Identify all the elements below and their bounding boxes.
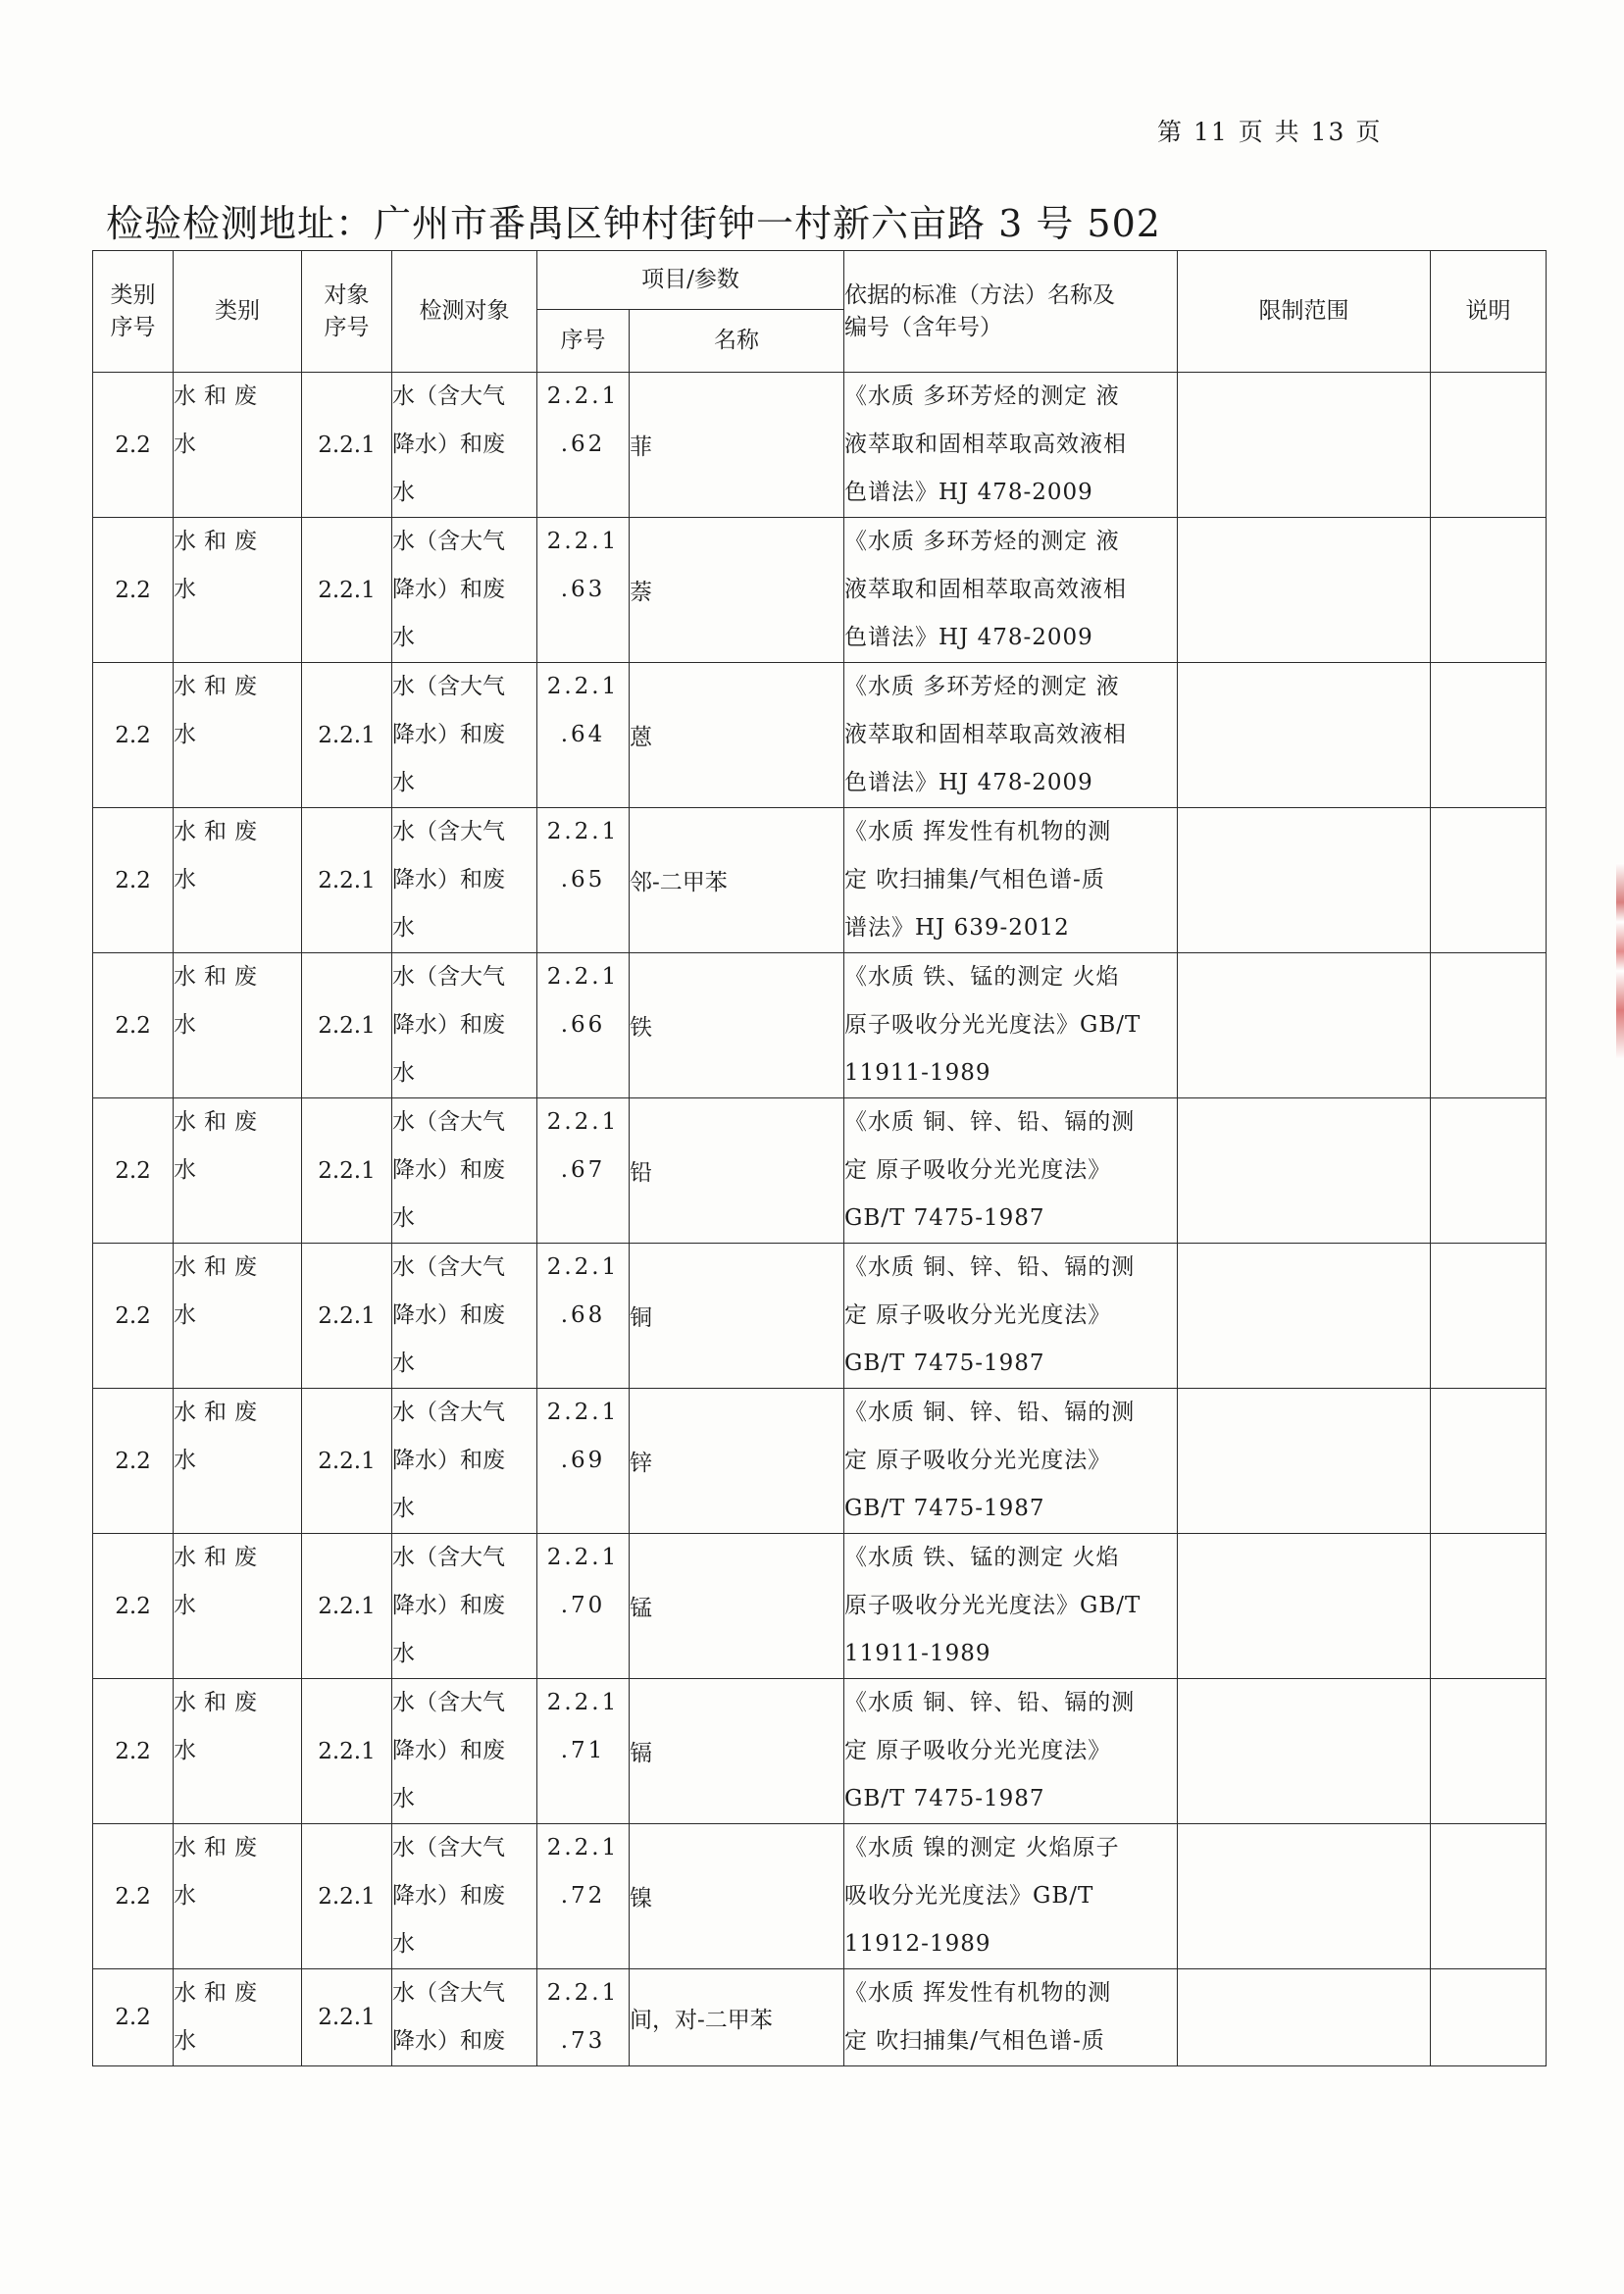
cell-object-no: 2.2.1 [302, 373, 392, 518]
cell-category-no: 2.2 [93, 1969, 174, 2066]
cell-object-no: 2.2.1 [302, 808, 392, 953]
cell-item-no: 2.2.1 .64 [537, 663, 630, 808]
cell-standard: 《水质 多环芳烃的测定 液 液萃取和固相萃取高效液相 色谱法》HJ 478-2009 [844, 663, 1178, 808]
cell-item-no: 2.2.1 .66 [537, 953, 630, 1098]
red-stamp-edge [1616, 863, 1624, 1059]
cell-category: 水和废 水 [174, 1969, 302, 2066]
cell-item-no: 2.2.1 .71 [537, 1679, 630, 1824]
cell-note [1431, 1679, 1547, 1824]
cell-category: 水和废 水 [174, 1389, 302, 1534]
cell-item-name: 菲 [630, 373, 844, 518]
cell-item-no: 2.2.1 .69 [537, 1389, 630, 1534]
header-category: 类别 [174, 251, 302, 373]
header-item-no: 序号 [537, 310, 630, 373]
cell-note [1431, 518, 1547, 663]
table-row [93, 1969, 1547, 2066]
cell-object: 水（含大气 降水）和废 水 [392, 1824, 537, 1969]
header-limit: 限制范围 [1178, 251, 1431, 373]
cell-category: 水和废 水 [174, 1679, 302, 1824]
cell-object-no: 2.2.1 [302, 1969, 392, 2066]
cell-object: 水（含大气 降水）和废 水 [392, 808, 537, 953]
table-row [93, 1679, 1547, 1824]
page-number: 第 11 页 共 13 页 [1157, 118, 1383, 146]
cell-object-no: 2.2.1 [302, 1098, 392, 1244]
cell-note [1431, 1098, 1547, 1244]
cell-category: 水和废 水 [174, 1534, 302, 1679]
table-row [93, 953, 1547, 1098]
cell-object-no: 2.2.1 [302, 953, 392, 1098]
cell-limit [1178, 1969, 1431, 2066]
cell-item-name: 间，对-二甲苯 [630, 1969, 844, 2066]
cell-note [1431, 1534, 1547, 1679]
header-category-no: 类别 序号 [93, 251, 174, 373]
cell-item-no: 2.2.1 .70 [537, 1534, 630, 1679]
cell-standard: 《水质 铜、锌、铅、镉的测 定 原子吸收分光光度法》 GB/T 7475-1987 [844, 1389, 1178, 1534]
cell-object: 水（含大气 降水）和废 水 [392, 663, 537, 808]
cell-item-no: 2.2.1 .62 [537, 373, 630, 518]
header-item-group: 项目/参数 [537, 251, 844, 310]
cell-standard: 《水质 挥发性有机物的测 定 吹扫捕集/气相色谱-质 [844, 1969, 1178, 2066]
cell-item-name: 锌 [630, 1389, 844, 1534]
header-standard: 依据的标准（方法）名称及 编号（含年号） [844, 251, 1178, 373]
cell-object: 水（含大气 降水）和废 水 [392, 1679, 537, 1824]
cell-standard: 《水质 多环芳烃的测定 液 液萃取和固相萃取高效液相 色谱法》HJ 478-2009 [844, 518, 1178, 663]
cell-category-no: 2.2 [93, 1824, 174, 1969]
cell-object: 水（含大气 降水）和废 [392, 1969, 537, 2066]
cell-standard: 《水质 挥发性有机物的测 定 吹扫捕集/气相色谱-质 谱法》HJ 639-2012 [844, 808, 1178, 953]
cell-category: 水和废 水 [174, 1244, 302, 1389]
cell-category: 水和废 水 [174, 1098, 302, 1244]
cell-limit [1178, 663, 1431, 808]
cell-limit [1178, 1824, 1431, 1969]
cell-category-no: 2.2 [93, 518, 174, 663]
header-object: 检测对象 [392, 251, 537, 373]
cell-note [1431, 663, 1547, 808]
cell-category-no: 2.2 [93, 373, 174, 518]
table-row [93, 373, 1547, 518]
cell-object-no: 2.2.1 [302, 663, 392, 808]
cell-standard: 《水质 铁、锰的测定 火焰 原子吸收分光光度法》GB/T 11911-1989 [844, 953, 1178, 1098]
header-item-name: 名称 [630, 310, 844, 373]
cell-standard: 《水质 铁、锰的测定 火焰 原子吸收分光光度法》GB/T 11911-1989 [844, 1534, 1178, 1679]
cell-item-name: 铁 [630, 953, 844, 1098]
cell-object: 水（含大气 降水）和废 水 [392, 1534, 537, 1679]
cell-limit [1178, 1244, 1431, 1389]
cell-category: 水和废 水 [174, 1824, 302, 1969]
cell-object: 水（含大气 降水）和废 水 [392, 1244, 537, 1389]
cell-item-name: 蒽 [630, 663, 844, 808]
cell-limit [1178, 1389, 1431, 1534]
cell-standard: 《水质 铜、锌、铅、镉的测 定 原子吸收分光光度法》 GB/T 7475-1987 [844, 1244, 1178, 1389]
cell-item-name: 锰 [630, 1534, 844, 1679]
cell-category-no: 2.2 [93, 1534, 174, 1679]
cell-category: 水和废 水 [174, 663, 302, 808]
cell-item-no: 2.2.1 .63 [537, 518, 630, 663]
scope-table [92, 250, 1547, 2066]
cell-object: 水（含大气 降水）和废 水 [392, 518, 537, 663]
cell-object: 水（含大气 降水）和废 水 [392, 1389, 537, 1534]
cell-object-no: 2.2.1 [302, 1534, 392, 1679]
testing-address: 检验检测地址：广州市番禺区钟村街钟一村新六亩路 3 号 502 [106, 202, 1161, 245]
cell-object-no: 2.2.1 [302, 1244, 392, 1389]
cell-item-no: 2.2.1 .67 [537, 1098, 630, 1244]
table-row [93, 1244, 1547, 1389]
cell-item-no: 2.2.1 .65 [537, 808, 630, 953]
cell-standard: 《水质 多环芳烃的测定 液 液萃取和固相萃取高效液相 色谱法》HJ 478-2009 [844, 373, 1178, 518]
cell-item-name: 铜 [630, 1244, 844, 1389]
cell-limit [1178, 808, 1431, 953]
table-row [93, 1098, 1547, 1244]
cell-item-name: 萘 [630, 518, 844, 663]
cell-item-name: 镉 [630, 1679, 844, 1824]
cell-category-no: 2.2 [93, 663, 174, 808]
header-object-no: 对象 序号 [302, 251, 392, 373]
cell-category-no: 2.2 [93, 1389, 174, 1534]
cell-standard: 《水质 铜、锌、铅、镉的测 定 原子吸收分光光度法》 GB/T 7475-1987 [844, 1679, 1178, 1824]
cell-standard: 《水质 铜、锌、铅、镉的测 定 原子吸收分光光度法》 GB/T 7475-1987 [844, 1098, 1178, 1244]
cell-item-no: 2.2.1 .72 [537, 1824, 630, 1969]
cell-category: 水和废 水 [174, 518, 302, 663]
cell-object-no: 2.2.1 [302, 1679, 392, 1824]
table-row [93, 1534, 1547, 1679]
cell-note [1431, 1969, 1547, 2066]
cell-limit [1178, 953, 1431, 1098]
cell-item-no: 2.2.1 .73 [537, 1969, 630, 2066]
cell-note [1431, 808, 1547, 953]
table-row [93, 663, 1547, 808]
cell-category: 水和废 水 [174, 808, 302, 953]
table-row [93, 808, 1547, 953]
cell-item-name: 铅 [630, 1098, 844, 1244]
cell-note [1431, 373, 1547, 518]
cell-limit [1178, 373, 1431, 518]
cell-note [1431, 953, 1547, 1098]
cell-category-no: 2.2 [93, 1098, 174, 1244]
table-row [93, 1824, 1547, 1969]
cell-limit [1178, 518, 1431, 663]
cell-item-name: 镍 [630, 1824, 844, 1969]
cell-note [1431, 1244, 1547, 1389]
cell-object: 水（含大气 降水）和废 水 [392, 1098, 537, 1244]
header-note: 说明 [1431, 251, 1547, 373]
cell-category-no: 2.2 [93, 808, 174, 953]
table-row [93, 1389, 1547, 1534]
cell-category-no: 2.2 [93, 1679, 174, 1824]
cell-note [1431, 1824, 1547, 1969]
cell-limit [1178, 1679, 1431, 1824]
cell-object-no: 2.2.1 [302, 1389, 392, 1534]
table-row [93, 518, 1547, 663]
cell-object: 水（含大气 降水）和废 水 [392, 953, 537, 1098]
cell-object-no: 2.2.1 [302, 518, 392, 663]
cell-item-no: 2.2.1 .68 [537, 1244, 630, 1389]
cell-object-no: 2.2.1 [302, 1824, 392, 1969]
cell-category: 水和废 水 [174, 953, 302, 1098]
cell-object: 水（含大气 降水）和废 水 [392, 373, 537, 518]
cell-limit [1178, 1098, 1431, 1244]
cell-category-no: 2.2 [93, 953, 174, 1098]
cell-category-no: 2.2 [93, 1244, 174, 1389]
cell-item-name: 邻-二甲苯 [630, 808, 844, 953]
cell-limit [1178, 1534, 1431, 1679]
cell-note [1431, 1389, 1547, 1534]
cell-category: 水和废 水 [174, 373, 302, 518]
cell-standard: 《水质 镍的测定 火焰原子 吸收分光光度法》GB/T 11912-1989 [844, 1824, 1178, 1969]
